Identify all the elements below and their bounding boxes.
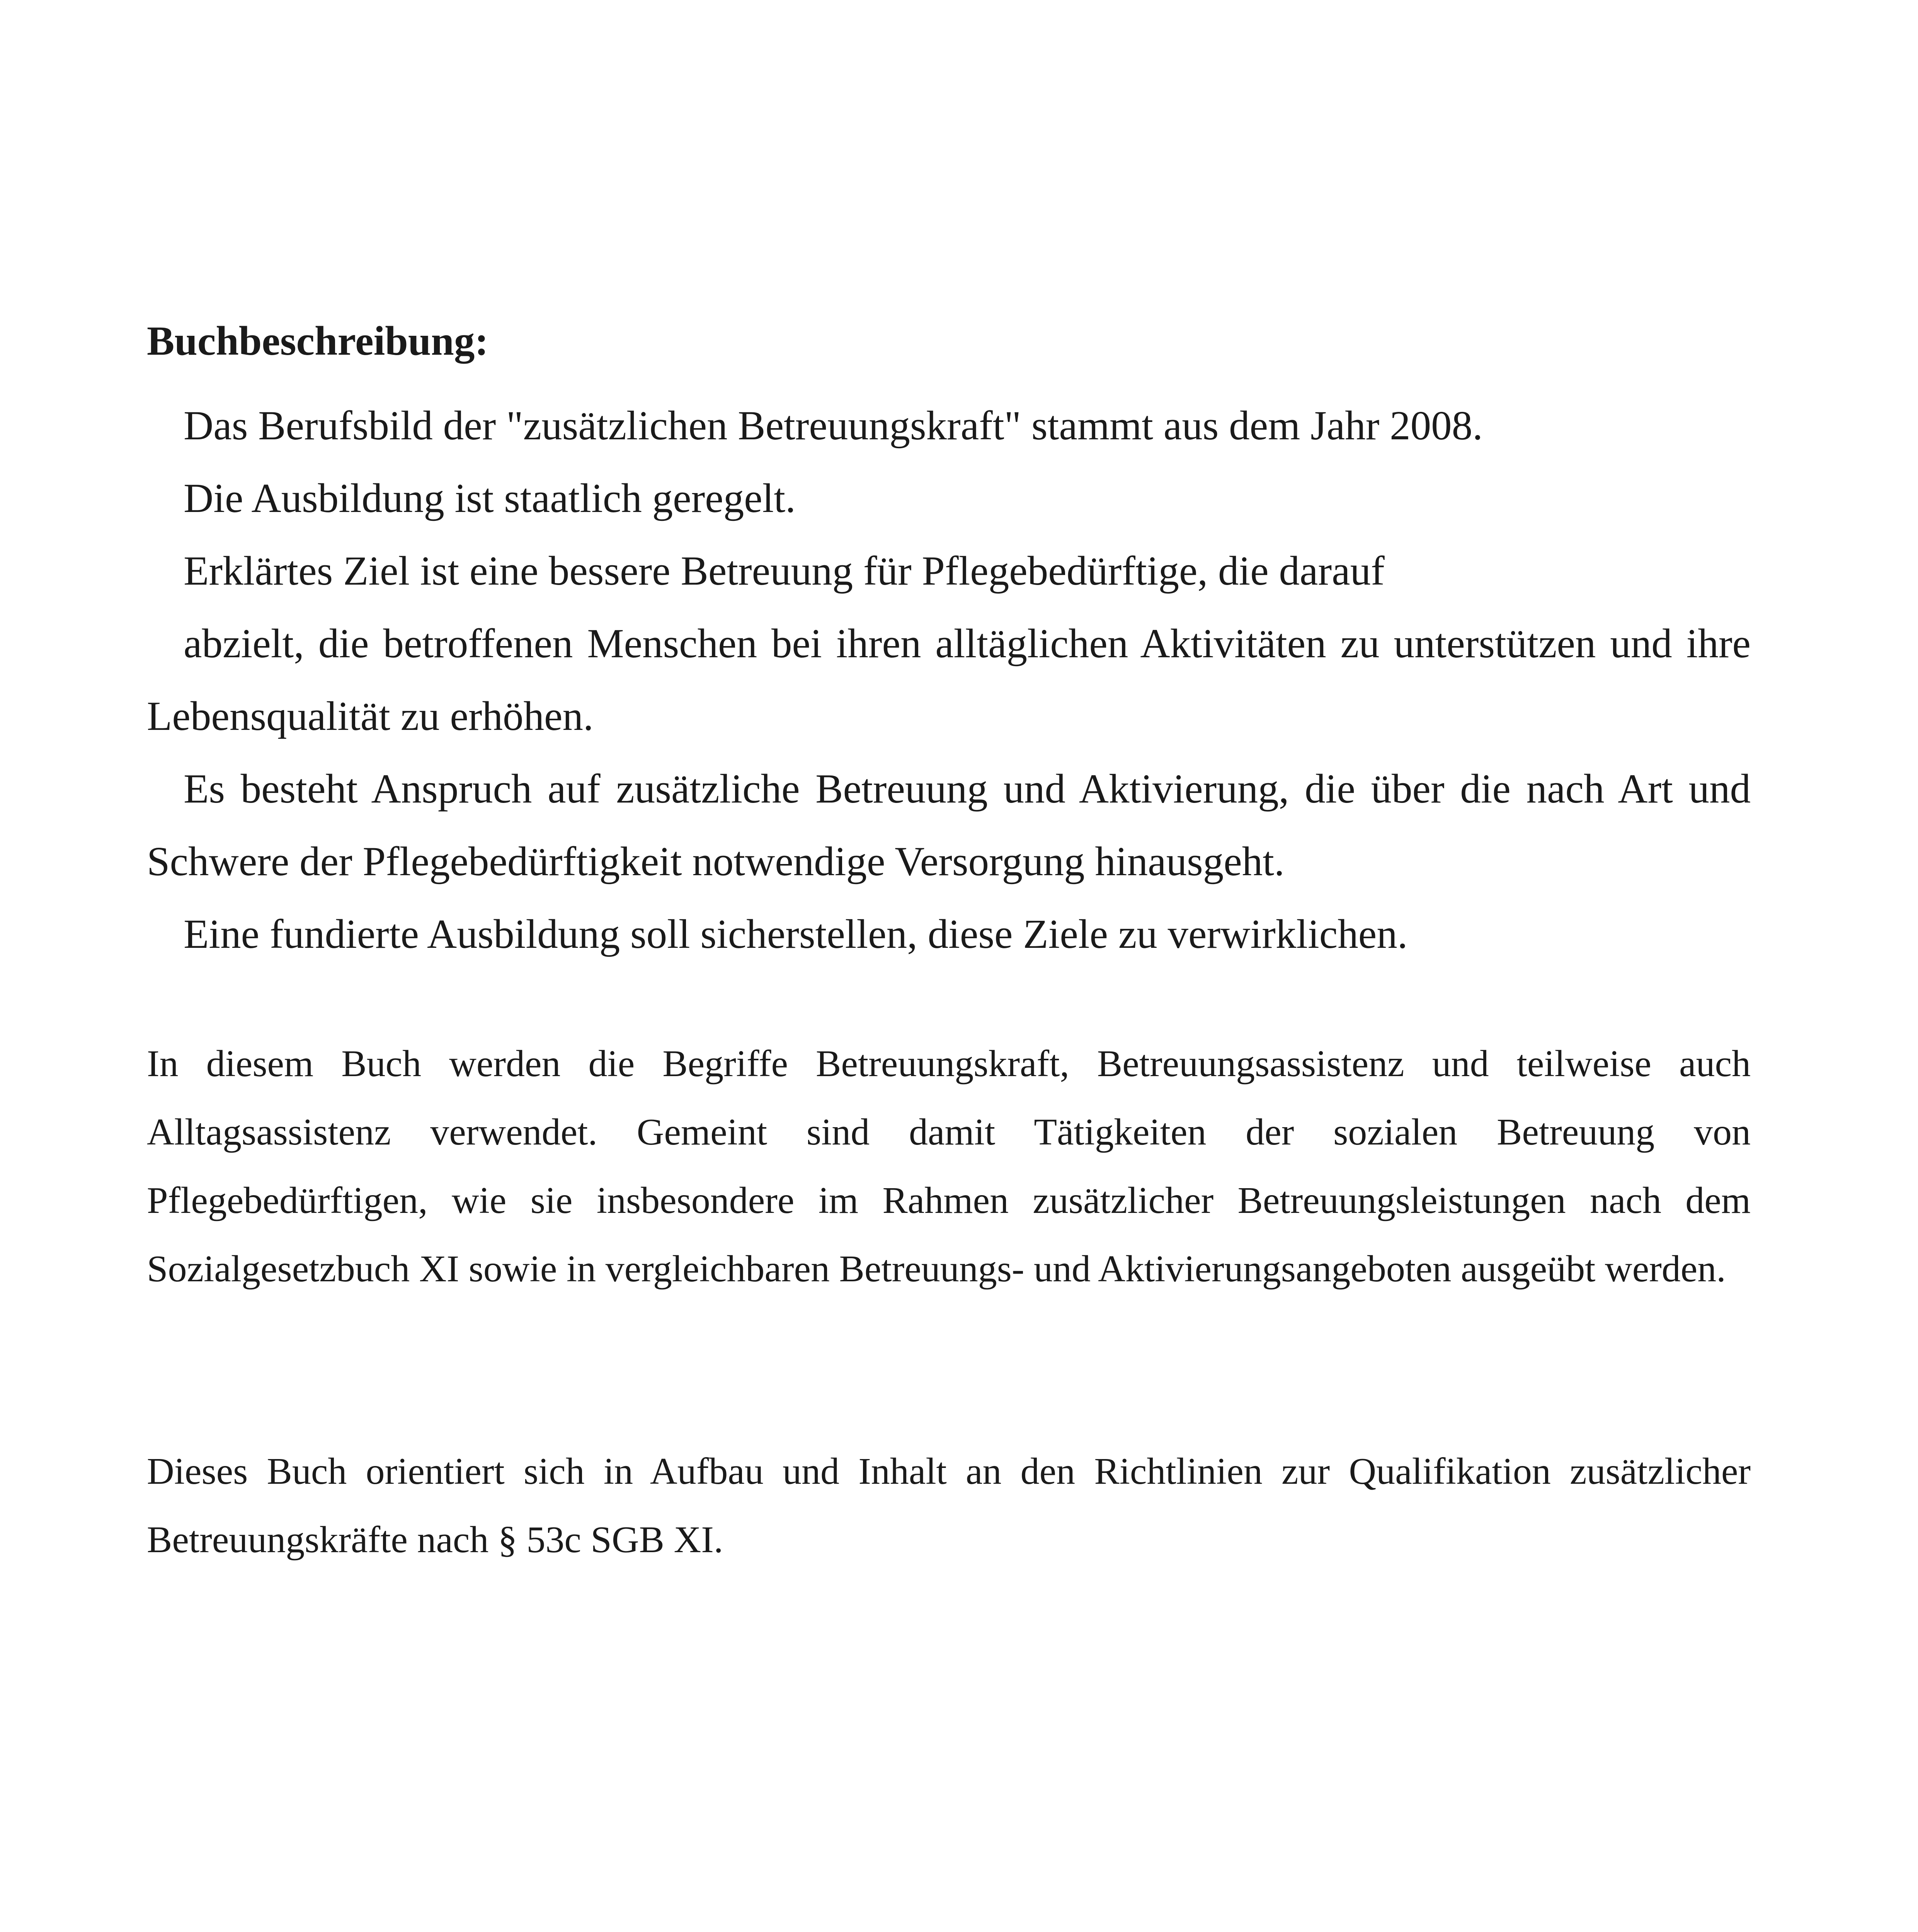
book-description-heading: Buchbeschreibung: (147, 318, 488, 364)
description-line-goal: Erklärtes Ziel ist eine bessere Betreuung für Pflegebedürftige, die darauf (184, 548, 1385, 594)
description-line-origin: Das Berufsbild der "zusätzlichen Betreuungskraft" stammt aus dem Jahr 2008. (184, 403, 1483, 449)
description-paragraph-terms: In diesem Buch werden die Begriffe Betreuungskraft, Betreuungsassistenz und teilweise auch Alltagsassistenz verwendet. Gemeint sind damit Tätigkeiten der sozialen Betreuung von Pflegebedürftigen, wie sie insbesondere im Rahmen zusätzlicher Betreuungsleistungen nach dem Sozialgesetzbuch XI sowie in vergleichbaren Betreuungs- und Aktivierungsangeboten ausgeübt werden. (147, 1043, 1751, 1290)
description-paragraph-aim: abzielt, die betroffenen Menschen bei ihren alltäglichen Aktivitäten zu unterstützen und ihre Lebensqualität zu erhöhen. (147, 621, 1751, 739)
description-paragraph-guidelines: Dieses Buch orientiert sich in Aufbau und Inhalt an den Richtlinien zur Qualifikation zusätzlicher Betreuungskräfte nach § 53c SGB XI. (147, 1451, 1751, 1561)
description-line-regulation: Die Ausbildung ist staatlich geregelt. (184, 476, 796, 521)
description-line-training: Eine fundierte Ausbildung soll sicherstellen, diese Ziele zu verwirklichen. (184, 912, 1408, 957)
description-paragraph-claim: Es besteht Anspruch auf zusätzliche Betreuung und Aktivierung, die über die nach Art und Schwere der Pflegebedürftigkeit notwendige Versorgung hinausgeht. (147, 766, 1751, 884)
